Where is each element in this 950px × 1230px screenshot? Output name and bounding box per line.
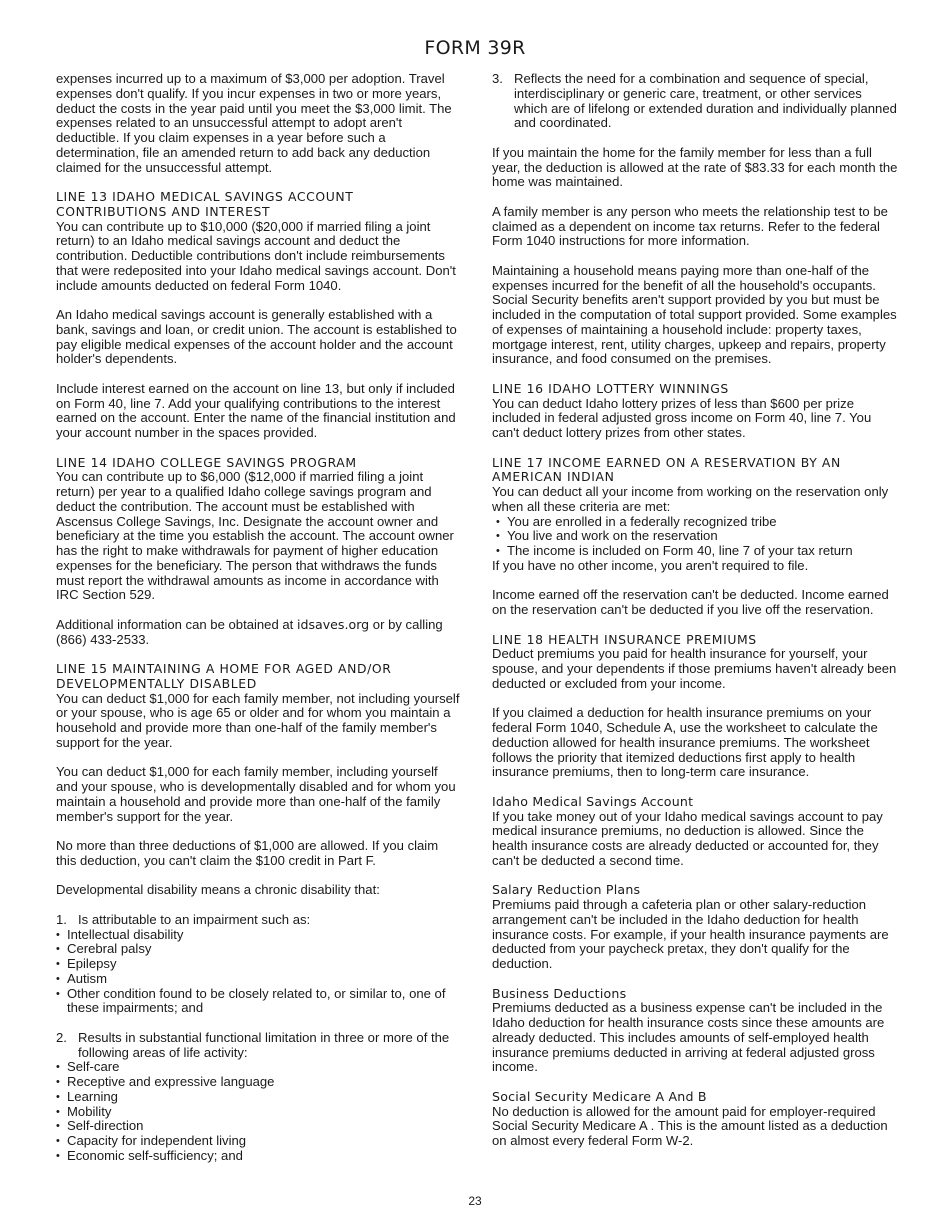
line13-paragraph-1: You can contribute up to $10,000 ($20,000 if married filing a joint return) to an Idaho medical savings account and deduct the contribution. Deductible contributions don't include reimbursements that were redeposited into your Idaho medical savings account. Don't include amounts deducted on federal Form 1040. [56,218,456,293]
numbered-item-1 [56,913,460,928]
line13-heading: LINE 13 IDAHO MEDICAL SAVINGS ACCOUNT CONTRIBUTIONS AND INTEREST [56,189,354,219]
item-number: 1. [56,911,67,927]
medicare-subheading: Social Security Medicare A And B [492,1088,707,1104]
left-column [56,72,460,1164]
line17-paragraph-1: You can deduct all your income from working on the reservation only when all these criteria are met: [492,484,889,514]
line15-paragraph-4: Developmental disability means a chronic disability that: [56,882,380,898]
item-number: 2. [56,1029,67,1045]
line16-heading: LINE 16 IDAHO LOTTERY WINNINGS [492,380,729,396]
numbered-item-3 [492,72,898,131]
right-column [492,72,898,1164]
line17-heading: LINE 17 INCOME EARNED ON A RESERVATION BY AN AMERICAN INDIAN [492,454,841,485]
list-item: • Self-direction [56,1119,460,1134]
line18-heading: LINE 18 HEALTH INSURANCE PREMIUMS [492,631,757,647]
page-number: 23 [468,1194,482,1208]
list-item: • Economic self-sufficiency; and [56,1149,460,1164]
line18-paragraph-2: If you claimed a deduction for health insurance premiums on your federal Form 1040, Schedule A, use the worksheet to calculate the deduction allowed for health insurance premiums. The worksheet follows the priority that itemized deductions first apply to health insurance premiums, then to long-term care insurance. [492,705,878,780]
bullet-list-impairments [56,928,460,1017]
list-item: • Mobility [56,1105,460,1120]
form-title: FORM 39R [424,37,526,59]
medicare-paragraph: No deduction is allowed for the amount paid for employer-required Social Security Medicare A . This is the amount listed as a deduction on almost every federal Form W-2. [492,1103,888,1148]
line16-paragraph: You can deduct Idaho lottery prizes of less than $600 per prize included in federal adjusted gross income on Form 40, line 7. You can't deduct lottery prizes from other states. [492,395,872,440]
list-item: • You live and work on the reservation [496,529,898,544]
medical-savings-paragraph: If you take money out of your Idaho medical savings account to pay medical insurance premiums, no deduction is allowed. Since the health insurance costs are already deducted or accounted for, they can't be deducted a second time. [492,808,883,868]
line17-paragraph-2: If you have no other income, you aren't required to file. [492,557,809,573]
business-deductions-subheading: Business Deductions [492,985,627,1001]
list-item: • Other condition found to be closely related to, or similar to, one of these impairments; and [56,987,460,1017]
line15-paragraph-2: You can deduct $1,000 for each family member, including yourself and your spouse, who is developmentally disabled and for whom you maintain a household and provide more than one-half of the family member's support for the year. [56,764,456,824]
line13-paragraph-2: An Idaho medical savings account is generally established with a bank, savings and loan, or credit union. The account is established to pay eligible medical expenses of the account holder and the account holder's dependents. [56,307,457,367]
list-item: • The income is included on Form 40, line 7 of your tax return [496,544,898,559]
line14-p2-pre: Additional information can be obtained at [56,616,297,632]
line15-paragraph-3: No more than three deductions of $1,000 are allowed. If you claim this deduction, you can't claim the $100 credit in Part F. [56,838,439,868]
medical-savings-subheading: Idaho Medical Savings Account [492,793,694,809]
item-text: Reflects the need for a combination and sequence of special, interdisciplinary or generic care, treatment, or other services which are of lifelong or extended duration and individually planned and coordinated. [514,71,897,131]
line14-paragraph-1: You can contribute up to $6,000 ($12,000 if married filing a joint return) per year to a qualified Idaho college savings program and deduct the contribution. The account must be established with Ascensus College Savings, Inc. Designate the account owner and beneficiary at the time you establish the account. The account owner has the right to make withdrawals for payment of higher education expenses for the beneficiary. The person that withdraws the funds must report the withdrawal amounts as income in accordance with IRC Section 529. [56,469,454,603]
salary-reduction-paragraph: Premiums paid through a cafeteria plan or other salary-reduction arrangement can't be included in the Idaho deduction for health insurance costs. For example, if your health insurance payments are deducted from your paycheck pretax, they don't qualify for the deduction. [492,897,889,971]
list-item: • Autism [56,972,460,987]
item-text: Is attributable to an impairment such as: [78,911,311,927]
line18-paragraph-1: Deduct premiums you paid for health insurance for yourself, your spouse, and your dependents if those premiums haven't already been deducted or excluded from your income. [492,646,897,691]
list-item: • Learning [56,1090,460,1105]
list-item: • You are enrolled in a federally recognized tribe [496,515,898,530]
line14-p2-post: or by calling (866) 433-2533. [56,616,443,647]
list-item: • Self-care [56,1060,460,1075]
line13-paragraph-3: Include interest earned on the account on line 13, but only if included on Form 40, line 7. Add your qualifying contributions to the interest earned on the account. Enter the name of the financial institution and your account number in the spaces provided. [56,380,456,440]
business-deductions-paragraph: Premiums deducted as a business expense can't be included in the Idaho deduction for health insurance costs since these amounts are already deducted. This includes amounts of self-employed health insurance premiums deducted in arriving at federal adjusted gross income. [492,1000,885,1075]
family-member-paragraph: A family member is any person who meets the relationship test to be claimed as a dependent on income tax returns. Refer to the federal Form 1040 instructions for more information. [492,203,888,249]
adoption-paragraph: expenses incurred up to a maximum of $3,000 per adoption. Travel expenses don't qualify. If you incur expenses in two or more years, deduct the costs in the year paid until you meet the $3,000 limit. The expenses related to an unsuccessful attempt to adopt aren't deductible. If you claim expenses in a year before such a determination, file an amended return to add back any deduction claimed for the unsuccessful attempt. [56,71,452,175]
household-paragraph: Maintaining a household means paying more than one-half of the expenses incurred for the benefit of all the household's occupants. Social Security benefits aren't support provided by you but must be included in the computation of total support provided. Some examples of expenses of maintaining a household include: property taxes, mortgage interest, rent, utility charges, upkeep and repairs, property insurance, and food consumed on the premises. [492,262,897,367]
item-text: Results in substantial functional limitation in three or more of the following areas of life activity: [78,1029,450,1060]
line17-paragraph-3: Income earned off the reservation can't be deducted. Income earned on the reservation can't be deducted if you live off the reservation. [492,587,889,617]
line14-paragraph-2 [56,618,460,648]
bullet-list-criteria [496,515,898,559]
list-item: • Epilepsy [56,957,460,972]
idsaves-link[interactable]: idsaves.org [296,616,370,632]
numbered-item-2 [56,1031,460,1061]
line14-heading: LINE 14 IDAHO COLLEGE SAVINGS PROGRAM [56,454,357,470]
line15-paragraph-1: You can deduct $1,000 for each family member, not including yourself or your spouse, who is age 65 or older and for whom you maintain a household and provide more than one-half of the family member's support for the year. [56,690,460,750]
line15-heading: LINE 15 MAINTAINING A HOME FOR AGED AND/OR DEVELOPMENTALLY DISABLED [56,661,392,691]
list-item: • Receptive and expressive language [56,1075,460,1090]
list-item: • Capacity for independent living [56,1134,460,1149]
list-item: • Cerebral palsy [56,942,460,957]
list-item: • Intellectual disability [56,928,460,943]
item-number: 3. [492,71,503,86]
bullet-list-life-activities [56,1060,460,1163]
maintain-home-paragraph: If you maintain the home for the family member for less than a full year, the deduction is allowed at the rate of $83.33 for each month the home was maintained. [492,144,898,190]
salary-reduction-subheading: Salary Reduction Plans [492,882,641,898]
